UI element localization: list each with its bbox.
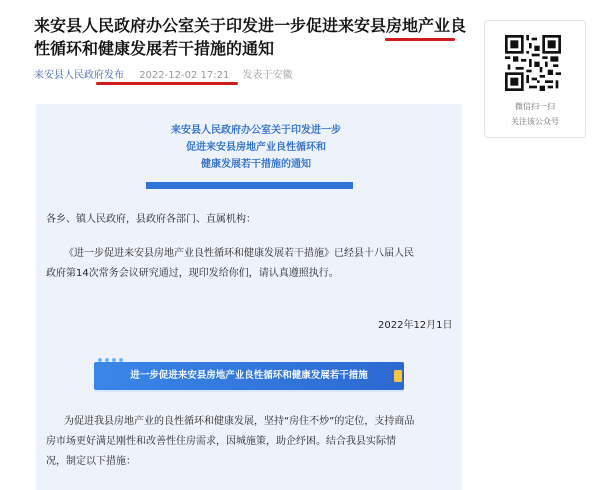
qr-caption-scan: 微信扫一扫: [515, 102, 555, 111]
article-body: [36, 104, 462, 490]
paragraph-line: 《进一步促进来安县房地产业良性循环和健康发展若干措施》已经县十八届人民: [64, 248, 414, 259]
document-heading-line: 来安县人民政府办公室关于印发进一步: [171, 125, 341, 136]
section-title-banner: 进一步促进来安县房地产业良性循环和健康发展若干措施: [94, 362, 404, 390]
paragraph-line: 为促进我县房地产业的良性循环和健康发展，坚持“房住不炒”的定位，支持商品: [64, 416, 415, 427]
highlight-mark: [385, 38, 455, 41]
paragraph-line: 况，制定以下措施：: [46, 456, 136, 467]
account-name-link[interactable]: 来安县人民政府发布: [34, 70, 124, 81]
highlight-mark: [96, 82, 238, 85]
salutation: 各乡、镇人民政府，县政府各部门、直属机构：: [46, 214, 256, 225]
document-heading: [156, 122, 356, 173]
paragraph-line: 政府第14次常务会议研究通过，现印发给你们，请认真遵照执行。: [46, 268, 339, 279]
document-date: 2022年12月1日: [378, 320, 453, 331]
paragraph-line: 房市场更好满足刚性和改善性住房需求，因城施策，助企纾困。结合我县实际情: [46, 436, 396, 447]
qr-panel: [484, 20, 586, 138]
publish-location: 发表于安徽: [242, 70, 293, 81]
qr-code-icon[interactable]: [505, 35, 561, 91]
publish-time: 2022-12-02 17:21: [139, 70, 230, 81]
qr-caption-follow: 关注该公众号: [511, 117, 559, 126]
article-meta: [34, 66, 293, 81]
banner-accent: [394, 370, 402, 382]
heading-divider: [146, 182, 353, 189]
document-heading-line: 促进来安县房地产业良性循环和: [186, 142, 326, 153]
article-title: 来安县人民政府办公室关于印发进一步促进来安县房地产业良性循环和健康发展若干措施的通知: [34, 16, 467, 58]
document-heading-line: 健康发展若干措施的通知: [201, 159, 311, 170]
